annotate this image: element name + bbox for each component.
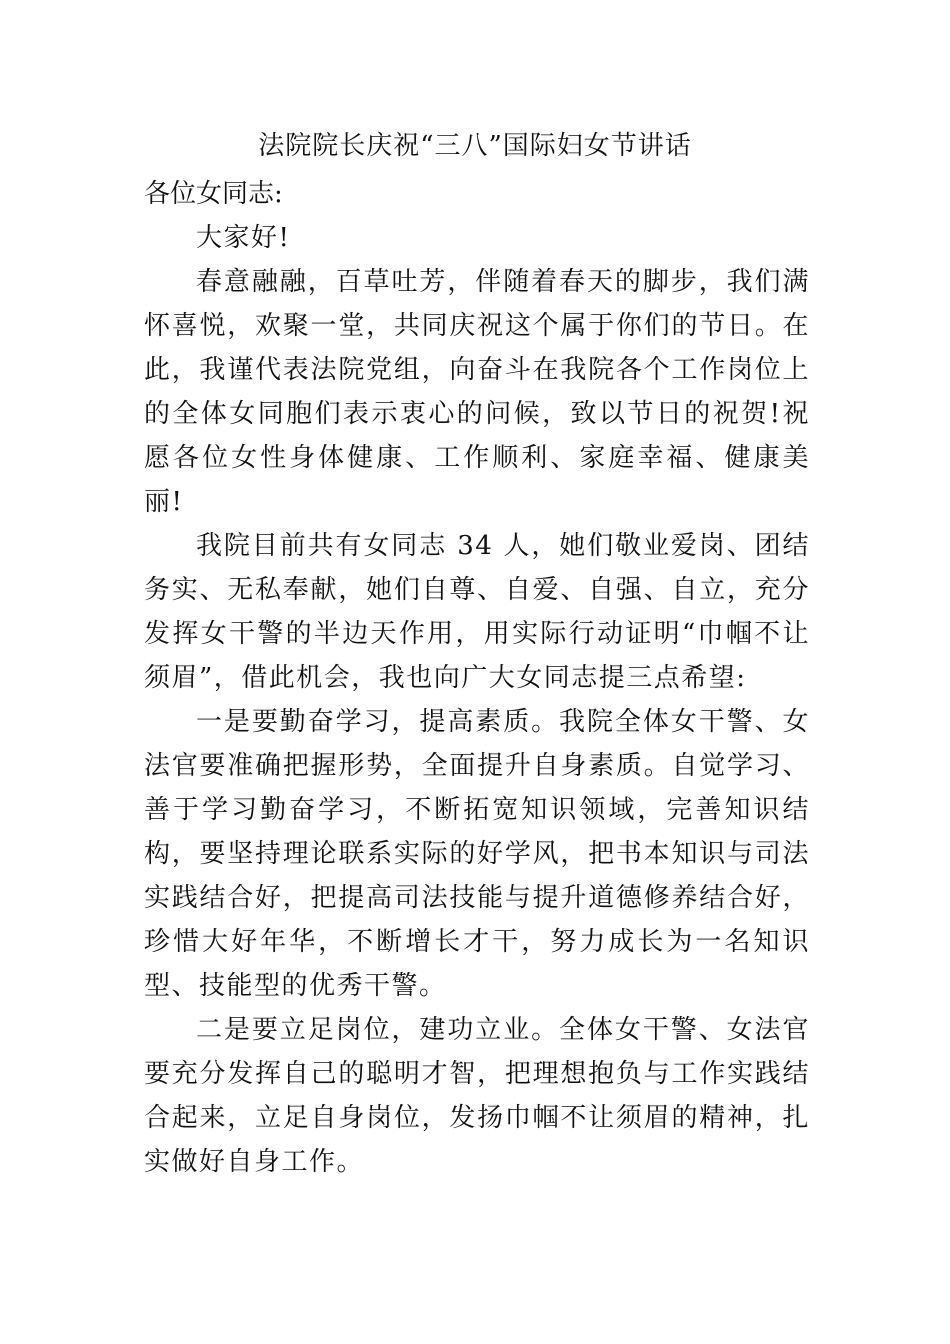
paragraph-hope-two: 二是要立足岗位，建功立业。全体女干警、女法官要充分发挥自己的聪明才智，把理想抱负与工作实践结合起来，立足自身岗位，发扬巾帼不让须眉的精神，扎实做好自身工作。 — [144, 1015, 810, 1177]
salutation: 各位女同志: — [144, 179, 283, 209]
paragraph-opening: 春意融融，百草吐芳，伴随着春天的脚步，我们满怀喜悦，欢聚一堂，共同庆祝这个属于你们的节日。在此，我谨代表法院党组，向奋斗在我院各个工作岗位上的全体女同胞们表示衷心的问候，致以节日的祝贺!祝愿各位女性身体健康、工作顺利、家庭幸福、健康美丽! — [144, 267, 810, 517]
paragraph-staff-overview: 我院目前共有女同志 34 人，她们敬业爱岗、团结务实、无私奉献，她们自尊、自爱、自强、自立，充分发挥女干警的半边天作用，用实际行动证明“巾帼不让须眉”，借此机会，我也向广大女同志提三点希望: — [144, 531, 810, 693]
document-body — [144, 172, 810, 1184]
document-title: 法院院长庆祝“三八”国际妇女节讲话 — [258, 131, 692, 161]
paragraph-greeting: 大家好! — [196, 223, 291, 253]
paragraph-hope-one: 一是要勤奋学习，提高素质。我院全体女干警、女法官要准确把握形势，全面提升自身素质。自觉学习、善于学习勤奋学习，不断拓宽知识领域，完善知识结构，要坚持理论联系实际的好学风，把书本知识与司法实践结合好，把提高司法技能与提升道德修养结合好，珍惜大好年华，不断增长才干，努力成长为一名知识型、技能型的优秀干警。 — [144, 707, 810, 1001]
